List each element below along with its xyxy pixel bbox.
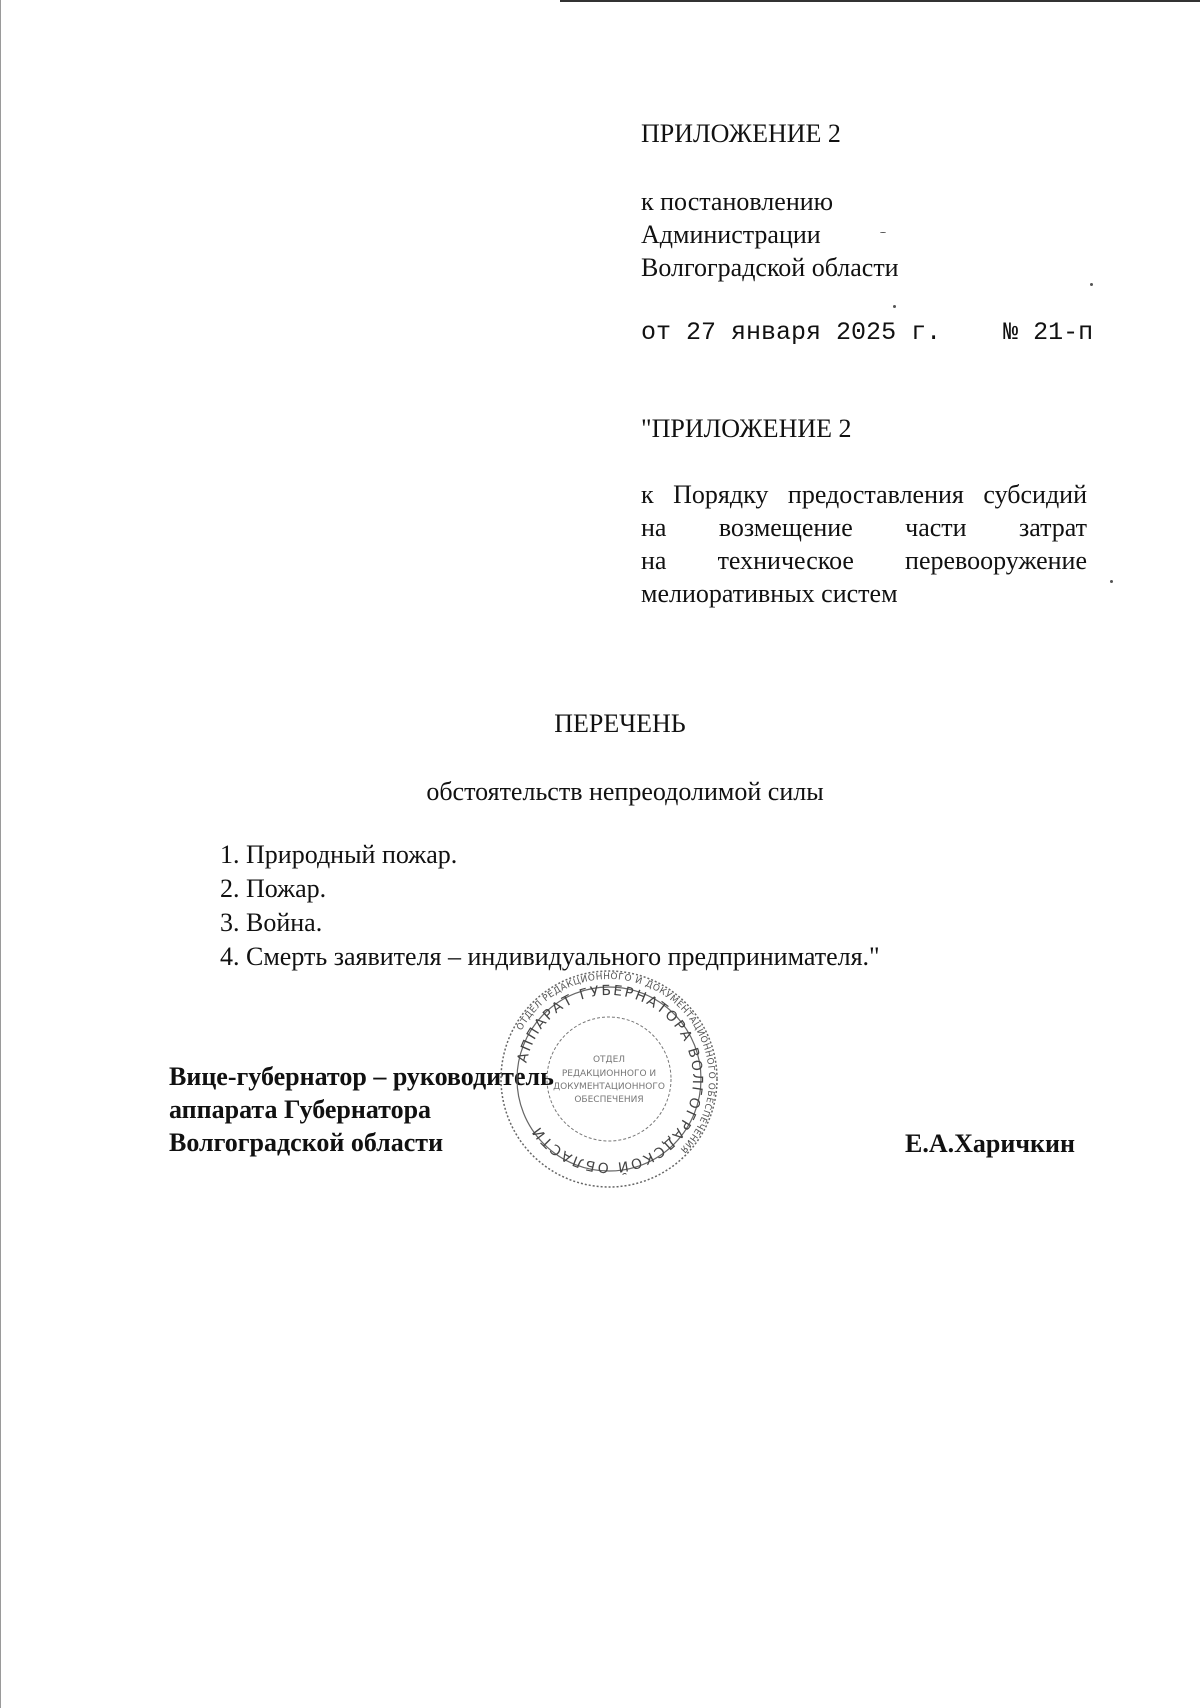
seal-center-line: РЕДАКЦИОННОГО И <box>561 1069 657 1079</box>
list-item: 4. Смерть заявителя – индивидуального предпринимателя." <box>220 942 880 971</box>
scan-speck <box>1090 283 1093 286</box>
official-seal <box>498 968 720 1190</box>
seal-ring-text-path: АППАРАТ ГУБЕРНАТОРА ВОЛГОГРАДСКОЙ ОБЛАСТИ <box>514 982 706 1176</box>
signer-position-line: аппарата Губернатора <box>169 1095 432 1124</box>
seal-ring-text <box>515 983 705 1177</box>
seal-center-line: ДОКУМЕНТАЦИОННОГО <box>553 1082 665 1092</box>
procedure-line: на возмещение части затрат <box>641 513 1087 542</box>
resolution-line: к постановлению <box>641 187 834 216</box>
resolution-reference <box>641 185 899 284</box>
list-item: 3. Война. <box>220 908 323 937</box>
scan-speck <box>893 305 896 308</box>
appendix-heading: ПРИЛОЖЕНИЕ 2 <box>641 119 841 148</box>
resolution-date: 27 января 2025 г. <box>686 318 942 347</box>
scan-edge-top <box>560 0 1200 2</box>
scan-speck <box>880 232 886 233</box>
seal-outer-text-path: ОТДЕЛ РЕДАКЦИОННОГО И ДОКУМЕНТАЦИОННОГО ОБЕСПЕЧЕНИЯ <box>515 971 717 1155</box>
procedure-reference <box>641 478 1087 610</box>
list-title: ПЕРЕЧЕНЬ <box>554 709 686 738</box>
list-item: 1. Природный пожар. <box>220 840 458 869</box>
procedure-appendix-heading: "ПРИЛОЖЕНИЕ 2 <box>641 414 852 443</box>
resolution-line: Администрации <box>641 220 821 249</box>
seal-center-line: ОБЕСПЕЧЕНИЯ <box>574 1095 644 1105</box>
procedure-line: мелиоративных систем <box>641 579 898 608</box>
date-number-line <box>641 318 1093 347</box>
scan-edge-left <box>0 0 1 1708</box>
list-item: 2. Пожар. <box>220 874 327 903</box>
force-majeure-list <box>220 838 880 974</box>
procedure-line: к Порядку предоставления субсидий <box>641 480 1087 509</box>
seal-inner-ring <box>547 1017 671 1141</box>
signer-position-line: Вице-губернатор – руководитель <box>169 1062 554 1091</box>
signer-position-line: Волгоградской области <box>169 1128 444 1157</box>
signer-name: Е.А.Харичкин <box>905 1129 1075 1158</box>
seal-center-line: ОТДЕЛ <box>592 1055 626 1065</box>
resolution-line: Волгоградской области <box>641 253 899 282</box>
date-prefix: от <box>641 318 672 347</box>
procedure-line: на техническое перевооружение <box>641 546 1087 575</box>
list-subtitle: обстоятельств непреодолимой силы <box>426 777 824 806</box>
resolution-number: № 21-п <box>1003 318 1094 347</box>
scan-speck <box>1110 580 1113 583</box>
